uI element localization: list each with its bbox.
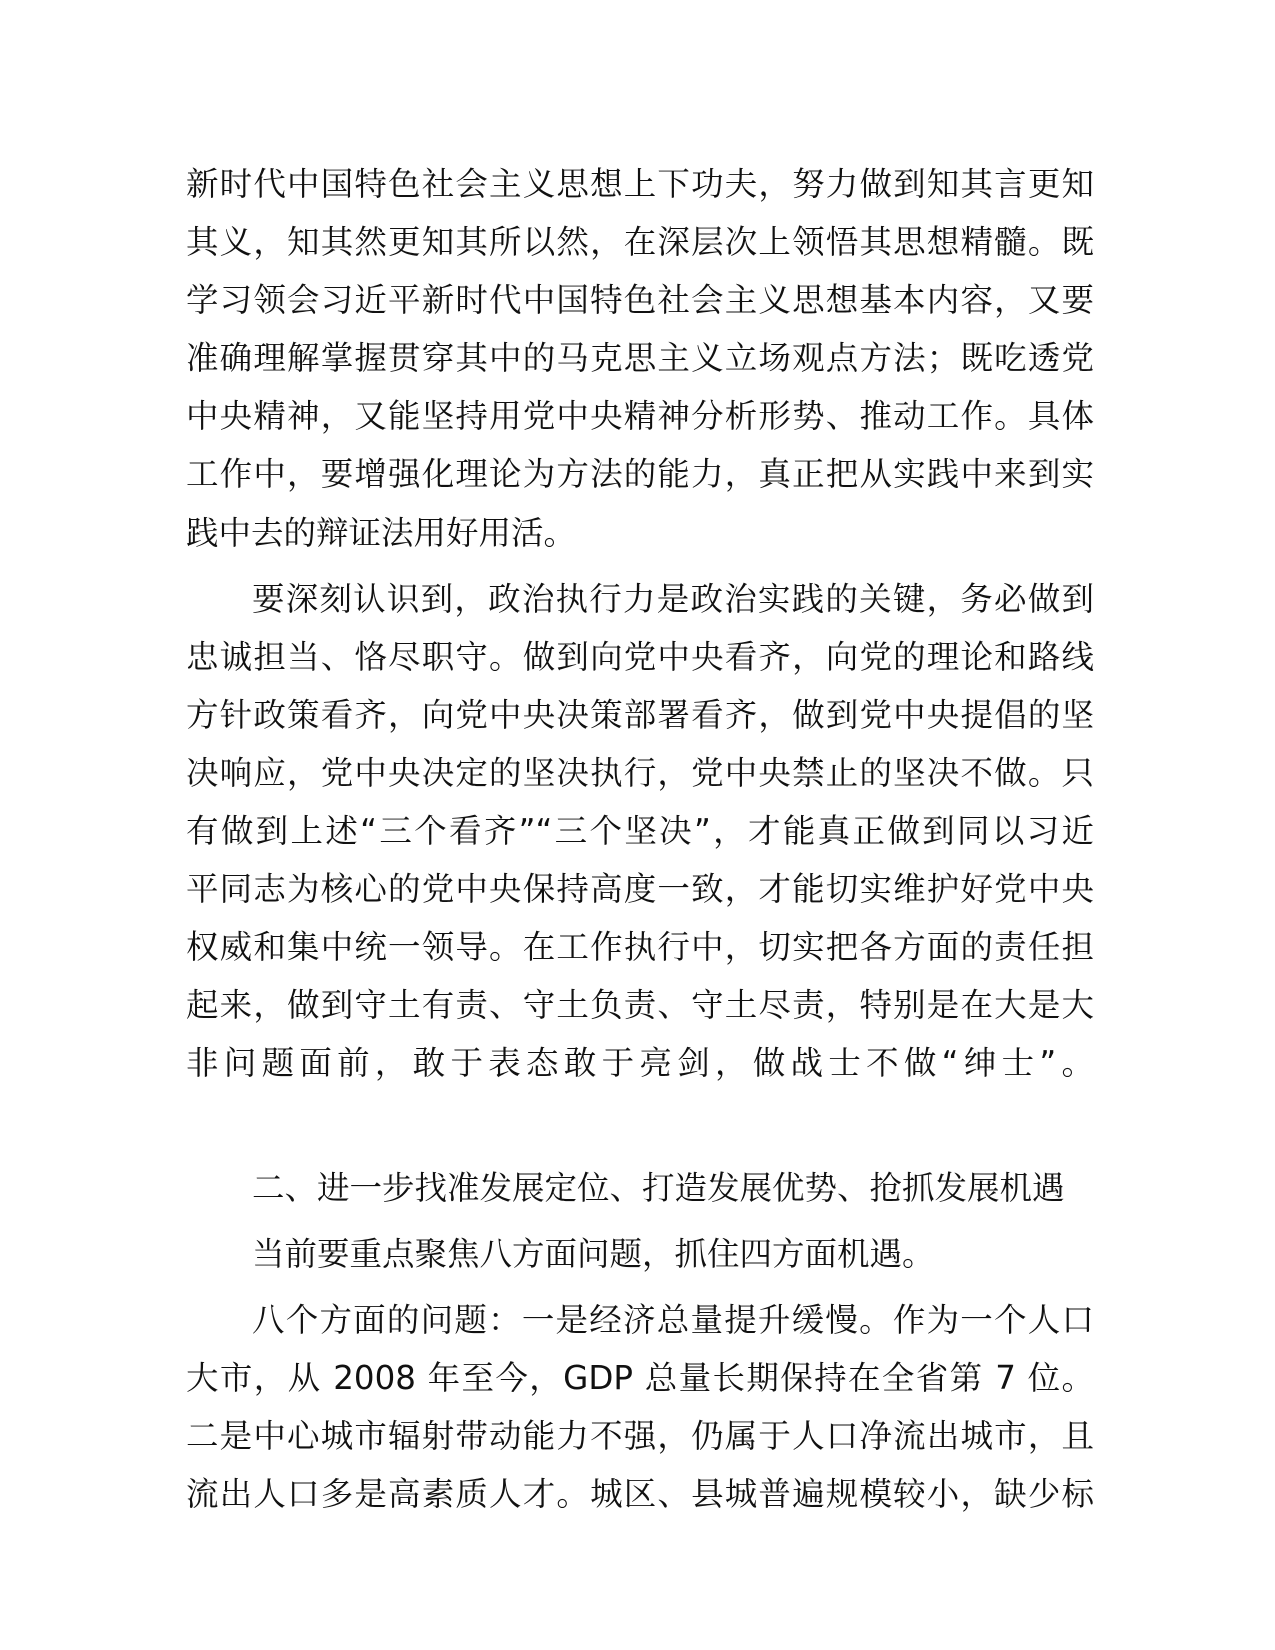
document-page [186, 155, 1094, 1523]
paragraph-1 [186, 155, 1094, 562]
paragraph-spacer [186, 1151, 1094, 1159]
text-line: 中央精神，又能坚持用党中央精神分析形势、推动工作。具体 [186, 397, 1094, 436]
text-line: 大市，从 2008 年至今，GDP 总量长期保持在全省第 7 位。 [186, 1358, 1094, 1397]
text-line: 有做到上述“三个看齐”“三个坚决”，才能真正做到同以习近 [186, 812, 1094, 851]
paragraph-spacer [186, 562, 1094, 570]
text-line: 起来，做到守土有责、守土负责、守土尽责，特别是在大是大 [186, 986, 1094, 1025]
text-line: 其义，知其然更知其所以然，在深层次上领悟其思想精髓。既 [186, 223, 1094, 262]
paragraph-spacer [186, 1217, 1094, 1225]
text-line: 践中去的辩证法用好用活。 [186, 513, 577, 552]
text-line: 工作中，要增强化理论为方法的能力，真正把从实践中来到实 [186, 455, 1094, 494]
paragraph-2 [186, 570, 1094, 1151]
text-line: 方针政策看齐，向党中央决策部署看齐，做到党中央提倡的坚 [186, 695, 1094, 734]
paragraph-3 [186, 1225, 1094, 1283]
text-line: 权威和集中统一领导。在工作执行中，切实把各方面的责任担 [186, 928, 1094, 967]
text-line: 准确理解掌握贯穿其中的马克思主义立场观点方法；既吃透党 [186, 339, 1094, 378]
text-line: 要深刻认识到，政治执行力是政治实践的关键，务必做到 [252, 579, 1094, 618]
paragraph-4 [186, 1291, 1094, 1523]
text-line: 忠诚担当、恪尽职守。做到向党中央看齐，向党的理论和路线 [186, 637, 1094, 676]
text-line: 当前要重点聚焦八方面问题，抓住四方面机遇。 [252, 1234, 935, 1273]
text-line [186, 1093, 1094, 1151]
paragraph-spacer [186, 1283, 1094, 1291]
text-line: 决响应，党中央决定的坚决执行，党中央禁止的坚决不做。只 [186, 753, 1094, 792]
text-line: 二是中心城市辐射带动能力不强，仍属于人口净流出城市，且 [186, 1416, 1094, 1455]
text-line: 流出人口多是高素质人才。城区、县城普遍规模较小，缺少标 [186, 1475, 1094, 1514]
text-line: 新时代中国特色社会主义思想上下功夫，努力做到知其言更知 [186, 165, 1094, 203]
text-line: 非问题面前，敢于表态敢于亮剑，做战士不做“绅士”。 [186, 1044, 1094, 1083]
text-line: 学习领会习近平新时代中国特色社会主义思想基本内容，又要 [186, 281, 1094, 320]
text-line: 八个方面的问题：一是经济总量提升缓慢。作为一个人口 [252, 1300, 1094, 1339]
text-line: 平同志为核心的党中央保持高度一致，才能切实维护好党中央 [186, 870, 1094, 909]
section-heading-text: 二、进一步找准发展定位、打造发展优势、抢抓发展机遇 [252, 1168, 1065, 1207]
section-heading [186, 1159, 1094, 1217]
